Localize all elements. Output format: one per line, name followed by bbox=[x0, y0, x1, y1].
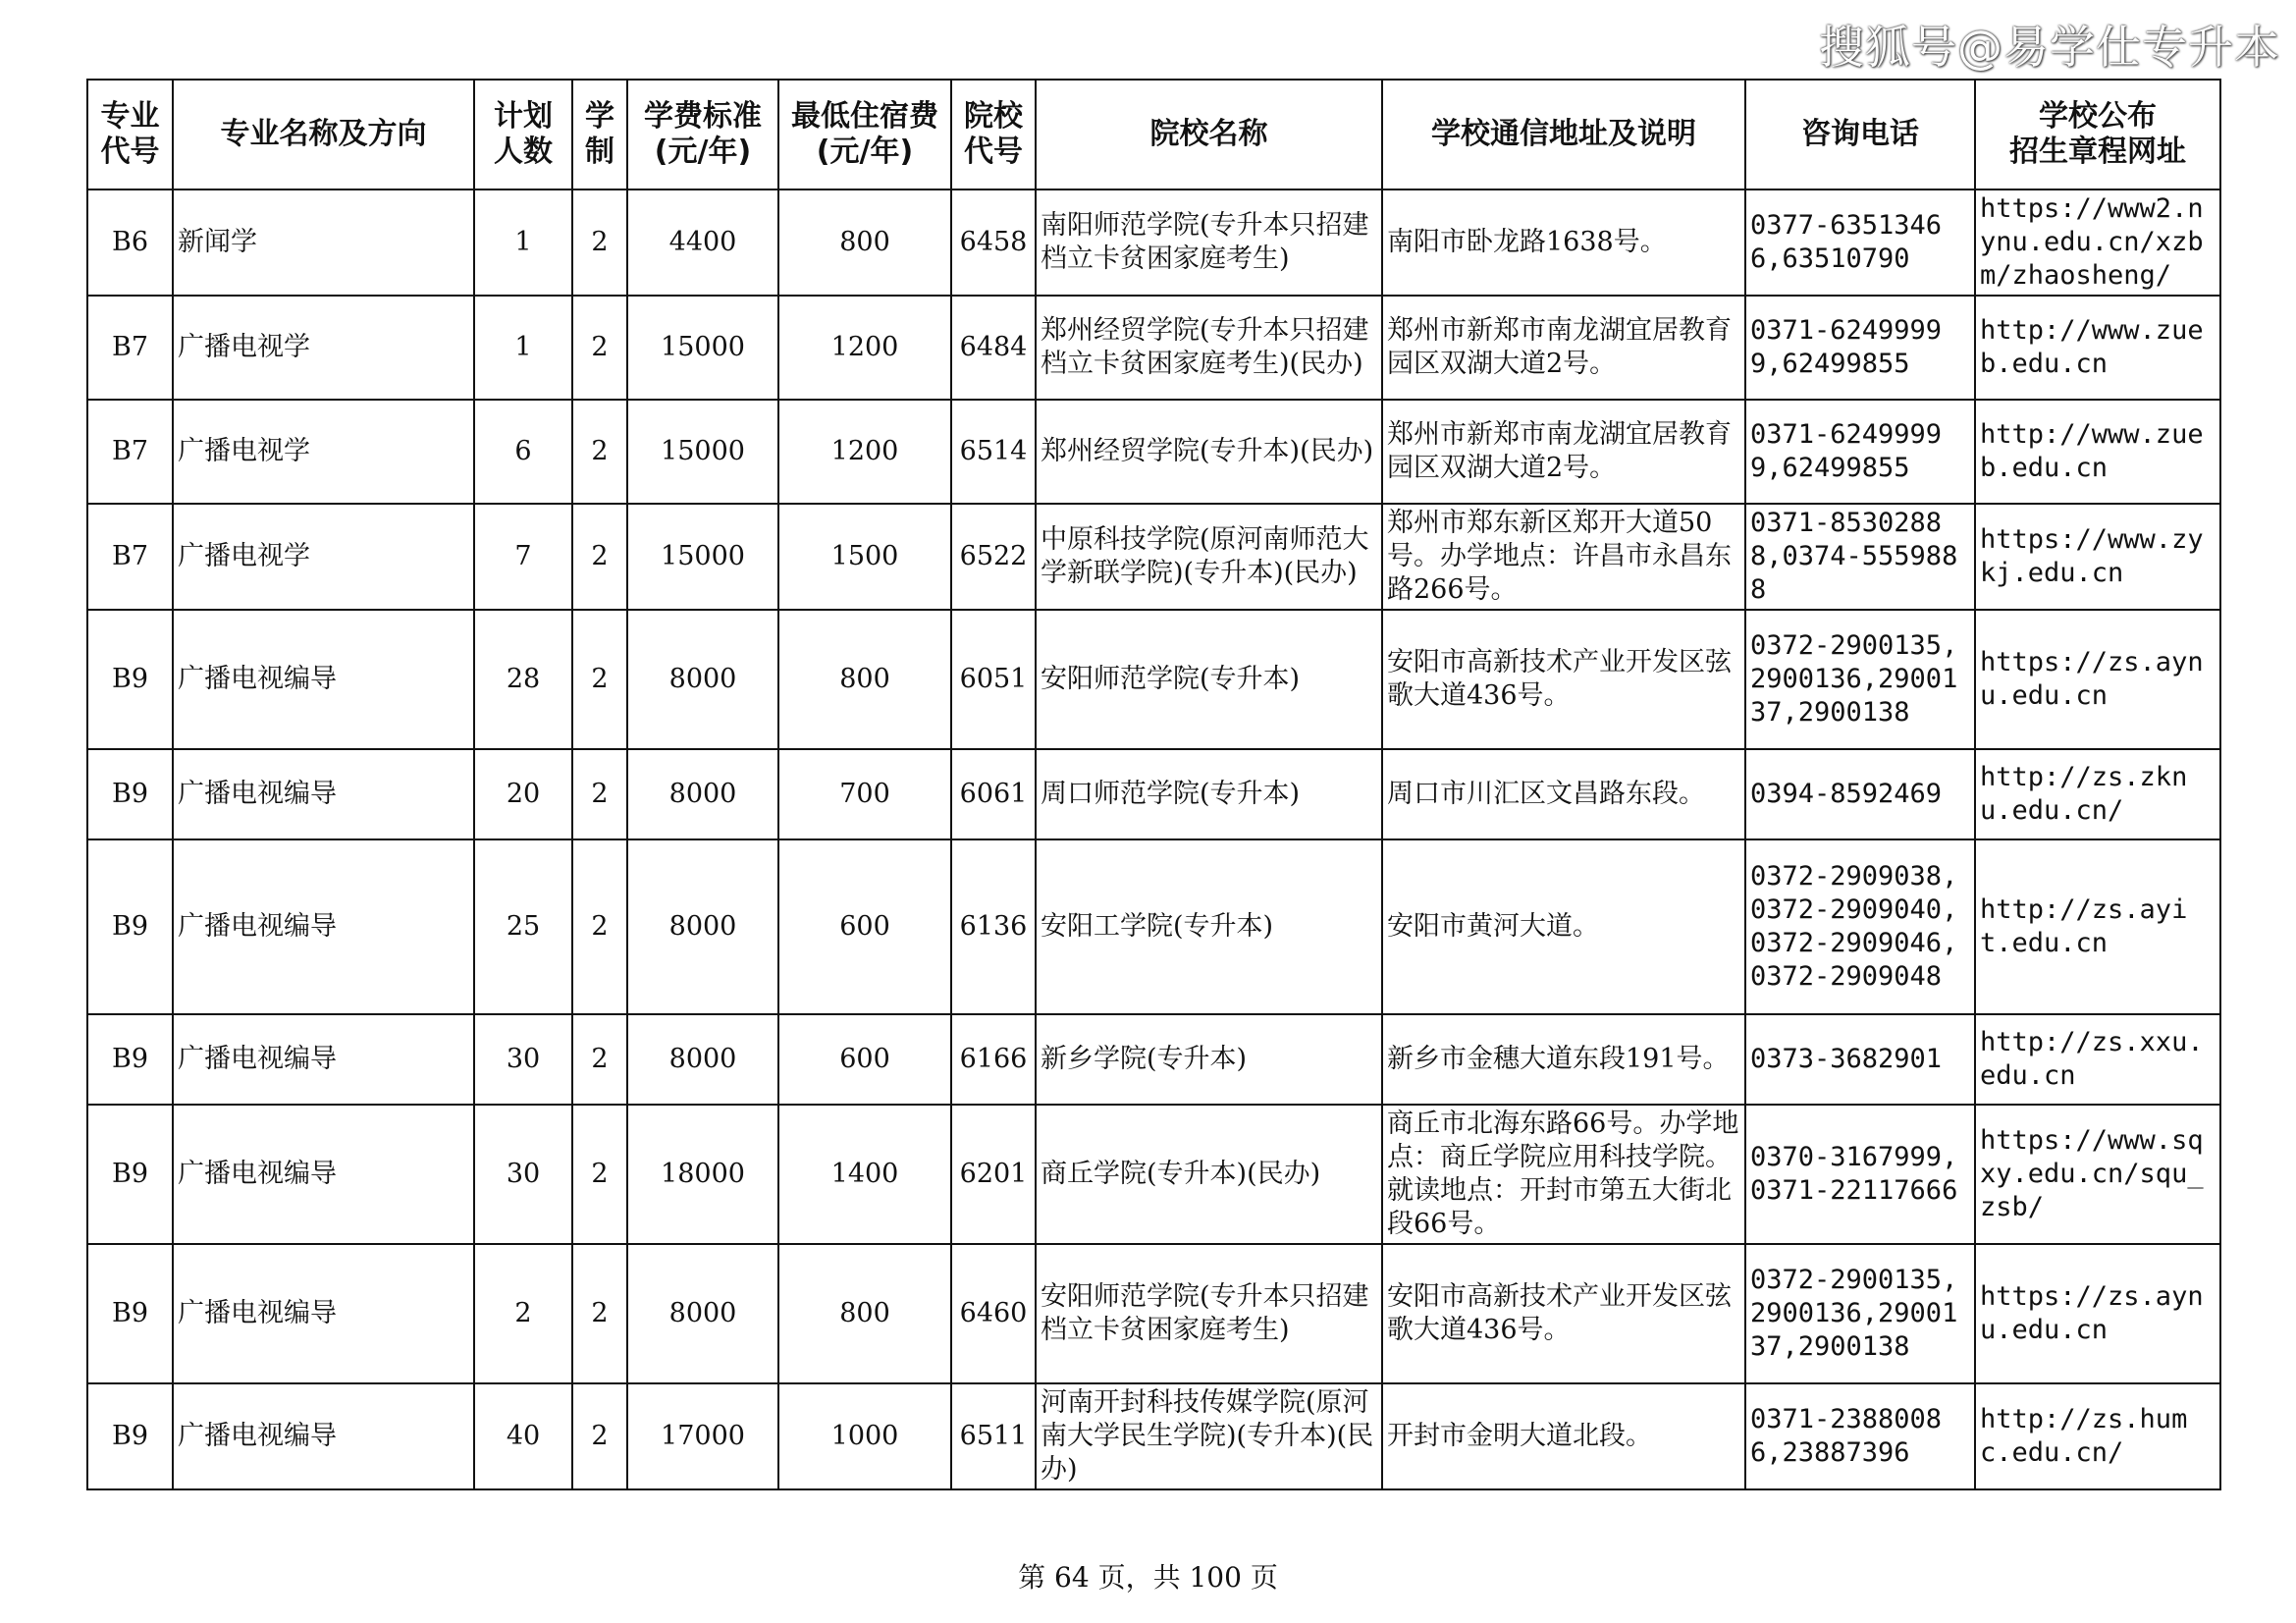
phone-cell: 0372-2900135,2900136,2900137,2900138 bbox=[1745, 610, 1975, 749]
tuition-cell: 15000 bbox=[627, 400, 778, 504]
address-cell: 南阳市卧龙路1638号。 bbox=[1382, 189, 1745, 296]
plan-count-cell: 6 bbox=[474, 400, 572, 504]
major-name-cell: 广播电视学 bbox=[173, 400, 474, 504]
column-header-line: 专业名称及方向 bbox=[220, 117, 427, 151]
tuition-cell: 18000 bbox=[627, 1105, 778, 1244]
table-row bbox=[87, 1244, 2220, 1383]
header-row bbox=[87, 80, 2220, 189]
column-header-line: 咨询电话 bbox=[1801, 117, 1919, 151]
website-cell: https://www2.nynu.edu.cn/xzbm/zhaosheng/ bbox=[1975, 189, 2220, 296]
website-cell: https://www.sqxy.edu.cn/squ_zsb/ bbox=[1975, 1105, 2220, 1244]
school-code-cell: 6061 bbox=[951, 749, 1036, 839]
tuition-cell: 4400 bbox=[627, 189, 778, 296]
school-name-cell: 安阳工学院(专升本) bbox=[1036, 839, 1382, 1014]
table-row bbox=[87, 189, 2220, 296]
table-row bbox=[87, 504, 2220, 610]
major-code-cell: B6 bbox=[87, 189, 173, 296]
phone-cell: 0371-85302888,0374-5559888 bbox=[1745, 504, 1975, 610]
major-code-cell: B9 bbox=[87, 839, 173, 1014]
address-cell: 周口市川汇区文昌路东段。 bbox=[1382, 749, 1745, 839]
phone-cell: 0371-62499999,62499855 bbox=[1745, 296, 1975, 400]
column-header bbox=[572, 80, 627, 189]
school-name-cell: 河南开封科技传媒学院(原河南大学民生学院)(专升本)(民办) bbox=[1036, 1383, 1382, 1489]
duration-cell: 2 bbox=[572, 296, 627, 400]
table-row bbox=[87, 296, 2220, 400]
school-name-cell: 郑州经贸学院(专升本只招建档立卡贫困家庭考生)(民办) bbox=[1036, 296, 1382, 400]
phone-cell: 0394-8592469 bbox=[1745, 749, 1975, 839]
school-name-cell: 郑州经贸学院(专升本)(民办) bbox=[1036, 400, 1382, 504]
tuition-cell: 8000 bbox=[627, 749, 778, 839]
major-name-cell: 广播电视编导 bbox=[173, 1244, 474, 1383]
column-header bbox=[1382, 80, 1745, 189]
phone-cell: 0372-2909038,0372-2909040,0372-2909046,0372-2909048 bbox=[1745, 839, 1975, 1014]
lodging-fee-cell: 800 bbox=[778, 189, 951, 296]
table-row bbox=[87, 610, 2220, 749]
duration-cell: 2 bbox=[572, 839, 627, 1014]
duration-cell: 2 bbox=[572, 400, 627, 504]
plan-count-cell: 30 bbox=[474, 1105, 572, 1244]
school-code-cell: 6458 bbox=[951, 189, 1036, 296]
major-name-cell: 广播电视编导 bbox=[173, 610, 474, 749]
phone-cell: 0372-2900135,2900136,2900137,2900138 bbox=[1745, 1244, 1975, 1383]
column-header-line: 代号 bbox=[964, 135, 1023, 169]
duration-cell: 2 bbox=[572, 610, 627, 749]
phone-cell: 0370-3167999,0371-22117666 bbox=[1745, 1105, 1975, 1244]
major-code-cell: B9 bbox=[87, 1244, 173, 1383]
major-name-cell: 广播电视编导 bbox=[173, 839, 474, 1014]
lodging-fee-cell: 1200 bbox=[778, 400, 951, 504]
lodging-fee-cell: 600 bbox=[778, 1014, 951, 1105]
school-code-cell: 6166 bbox=[951, 1014, 1036, 1105]
tuition-cell: 15000 bbox=[627, 504, 778, 610]
watermark: 搜狐号@易学仕专升本 bbox=[1819, 21, 2280, 74]
lodging-fee-cell: 700 bbox=[778, 749, 951, 839]
column-header-line: 招生章程网址 bbox=[2009, 135, 2186, 169]
phone-cell: 0373-3682901 bbox=[1745, 1014, 1975, 1105]
major-code-cell: B9 bbox=[87, 1105, 173, 1244]
address-cell: 郑州市新郑市南龙湖宜居教育园区双湖大道2号。 bbox=[1382, 296, 1745, 400]
school-code-cell: 6136 bbox=[951, 839, 1036, 1014]
major-code-cell: B9 bbox=[87, 1383, 173, 1489]
major-name-cell: 广播电视编导 bbox=[173, 1105, 474, 1244]
tuition-cell: 8000 bbox=[627, 610, 778, 749]
address-cell: 安阳市黄河大道。 bbox=[1382, 839, 1745, 1014]
column-header bbox=[627, 80, 778, 189]
address-cell: 商丘市北海东路66号。办学地点：商丘学院应用科技学院。就读地点：开封市第五大街北段66号。 bbox=[1382, 1105, 1745, 1244]
tuition-cell: 8000 bbox=[627, 839, 778, 1014]
address-cell: 郑州市郑东新区郑开大道50号。办学地点：许昌市永昌东路266号。 bbox=[1382, 504, 1745, 610]
address-cell: 开封市金明大道北段。 bbox=[1382, 1383, 1745, 1489]
column-header-line: (元/年) bbox=[816, 135, 914, 169]
school-code-cell: 6460 bbox=[951, 1244, 1036, 1383]
school-code-cell: 6484 bbox=[951, 296, 1036, 400]
major-name-cell: 广播电视学 bbox=[173, 296, 474, 400]
plan-count-cell: 20 bbox=[474, 749, 572, 839]
major-name-cell: 新闻学 bbox=[173, 189, 474, 296]
website-cell: http://www.zueb.edu.cn bbox=[1975, 296, 2220, 400]
column-header bbox=[173, 80, 474, 189]
table-row bbox=[87, 400, 2220, 504]
major-code-cell: B9 bbox=[87, 610, 173, 749]
column-header-line: 制 bbox=[585, 135, 614, 169]
lodging-fee-cell: 1500 bbox=[778, 504, 951, 610]
school-code-cell: 6201 bbox=[951, 1105, 1036, 1244]
duration-cell: 2 bbox=[572, 504, 627, 610]
school-name-cell: 周口师范学院(专升本) bbox=[1036, 749, 1382, 839]
school-name-cell: 安阳师范学院(专升本只招建档立卡贫困家庭考生) bbox=[1036, 1244, 1382, 1383]
website-cell: http://zs.humc.edu.cn/ bbox=[1975, 1383, 2220, 1489]
lodging-fee-cell: 1400 bbox=[778, 1105, 951, 1244]
school-code-cell: 6522 bbox=[951, 504, 1036, 610]
lodging-fee-cell: 1200 bbox=[778, 296, 951, 400]
plan-count-cell: 30 bbox=[474, 1014, 572, 1105]
major-name-cell: 广播电视学 bbox=[173, 504, 474, 610]
plan-count-cell: 28 bbox=[474, 610, 572, 749]
school-name-cell: 中原科技学院(原河南师范大学新联学院)(专升本)(民办) bbox=[1036, 504, 1382, 610]
school-code-cell: 6514 bbox=[951, 400, 1036, 504]
tuition-cell: 17000 bbox=[627, 1383, 778, 1489]
column-header-line: 院校 bbox=[964, 99, 1023, 134]
major-name-cell: 广播电视编导 bbox=[173, 749, 474, 839]
major-code-cell: B7 bbox=[87, 400, 173, 504]
column-header-line: 学 bbox=[585, 99, 614, 134]
table-body bbox=[87, 189, 2220, 1489]
school-code-cell: 6051 bbox=[951, 610, 1036, 749]
column-header-line: 学费标准 bbox=[644, 99, 762, 134]
column-header bbox=[1745, 80, 1975, 189]
plan-count-cell: 1 bbox=[474, 189, 572, 296]
table-row bbox=[87, 1105, 2220, 1244]
school-code-cell: 6511 bbox=[951, 1383, 1036, 1489]
plan-count-cell: 40 bbox=[474, 1383, 572, 1489]
page-footer: 第 64 页，共 100 页 bbox=[1018, 1561, 1278, 1594]
major-name-cell: 广播电视编导 bbox=[173, 1383, 474, 1489]
column-header bbox=[474, 80, 572, 189]
tuition-cell: 15000 bbox=[627, 296, 778, 400]
lodging-fee-cell: 800 bbox=[778, 1244, 951, 1383]
column-header bbox=[951, 80, 1036, 189]
major-code-cell: B9 bbox=[87, 749, 173, 839]
duration-cell: 2 bbox=[572, 1014, 627, 1105]
website-cell: https://zs.aynu.edu.cn bbox=[1975, 610, 2220, 749]
column-header-line: 学校公布 bbox=[2039, 99, 2157, 134]
address-cell: 新乡市金穗大道东段191号。 bbox=[1382, 1014, 1745, 1105]
lodging-fee-cell: 1000 bbox=[778, 1383, 951, 1489]
column-header-line: 学校通信地址及说明 bbox=[1431, 117, 1696, 151]
plan-count-cell: 2 bbox=[474, 1244, 572, 1383]
table-row bbox=[87, 749, 2220, 839]
plan-count-cell: 7 bbox=[474, 504, 572, 610]
phone-cell: 0371-62499999,62499855 bbox=[1745, 400, 1975, 504]
duration-cell: 2 bbox=[572, 1244, 627, 1383]
duration-cell: 2 bbox=[572, 1105, 627, 1244]
website-cell: http://zs.zknu.edu.cn/ bbox=[1975, 749, 2220, 839]
school-name-cell: 安阳师范学院(专升本) bbox=[1036, 610, 1382, 749]
address-cell: 郑州市新郑市南龙湖宜居教育园区双湖大道2号。 bbox=[1382, 400, 1745, 504]
column-header-line: (元/年) bbox=[654, 135, 752, 169]
website-cell: https://zs.aynu.edu.cn bbox=[1975, 1244, 2220, 1383]
enrollment-table bbox=[86, 79, 2221, 1490]
column-header-line: 代号 bbox=[100, 135, 160, 169]
column-header-line: 专业 bbox=[100, 99, 160, 134]
column-header bbox=[778, 80, 951, 189]
tuition-cell: 8000 bbox=[627, 1244, 778, 1383]
duration-cell: 2 bbox=[572, 189, 627, 296]
major-code-cell: B7 bbox=[87, 296, 173, 400]
major-code-cell: B9 bbox=[87, 1014, 173, 1105]
school-name-cell: 商丘学院(专升本)(民办) bbox=[1036, 1105, 1382, 1244]
phone-cell: 0377-63513466,63510790 bbox=[1745, 189, 1975, 296]
lodging-fee-cell: 600 bbox=[778, 839, 951, 1014]
duration-cell: 2 bbox=[572, 1383, 627, 1489]
tuition-cell: 8000 bbox=[627, 1014, 778, 1105]
phone-cell: 0371-23880086,23887396 bbox=[1745, 1383, 1975, 1489]
address-cell: 安阳市高新技术产业开发区弦歌大道436号。 bbox=[1382, 610, 1745, 749]
table-row bbox=[87, 1383, 2220, 1489]
major-code-cell: B7 bbox=[87, 504, 173, 610]
column-header-line: 院校名称 bbox=[1149, 117, 1268, 151]
website-cell: http://zs.ayit.edu.cn bbox=[1975, 839, 2220, 1014]
school-name-cell: 新乡学院(专升本) bbox=[1036, 1014, 1382, 1105]
table-row bbox=[87, 839, 2220, 1014]
address-cell: 安阳市高新技术产业开发区弦歌大道436号。 bbox=[1382, 1244, 1745, 1383]
plan-count-cell: 25 bbox=[474, 839, 572, 1014]
website-cell: http://www.zueb.edu.cn bbox=[1975, 400, 2220, 504]
column-header bbox=[1036, 80, 1382, 189]
duration-cell: 2 bbox=[572, 749, 627, 839]
column-header bbox=[1975, 80, 2220, 189]
plan-count-cell: 1 bbox=[474, 296, 572, 400]
website-cell: https://www.zykj.edu.cn bbox=[1975, 504, 2220, 610]
column-header-line: 最低住宿费 bbox=[791, 99, 938, 134]
school-name-cell: 南阳师范学院(专升本只招建档立卡贫困家庭考生) bbox=[1036, 189, 1382, 296]
column-header-line: 人数 bbox=[494, 135, 553, 169]
column-header-line: 计划 bbox=[494, 99, 553, 134]
major-name-cell: 广播电视编导 bbox=[173, 1014, 474, 1105]
lodging-fee-cell: 800 bbox=[778, 610, 951, 749]
column-header bbox=[87, 80, 173, 189]
table-row bbox=[87, 1014, 2220, 1105]
website-cell: http://zs.xxu.edu.cn bbox=[1975, 1014, 2220, 1105]
